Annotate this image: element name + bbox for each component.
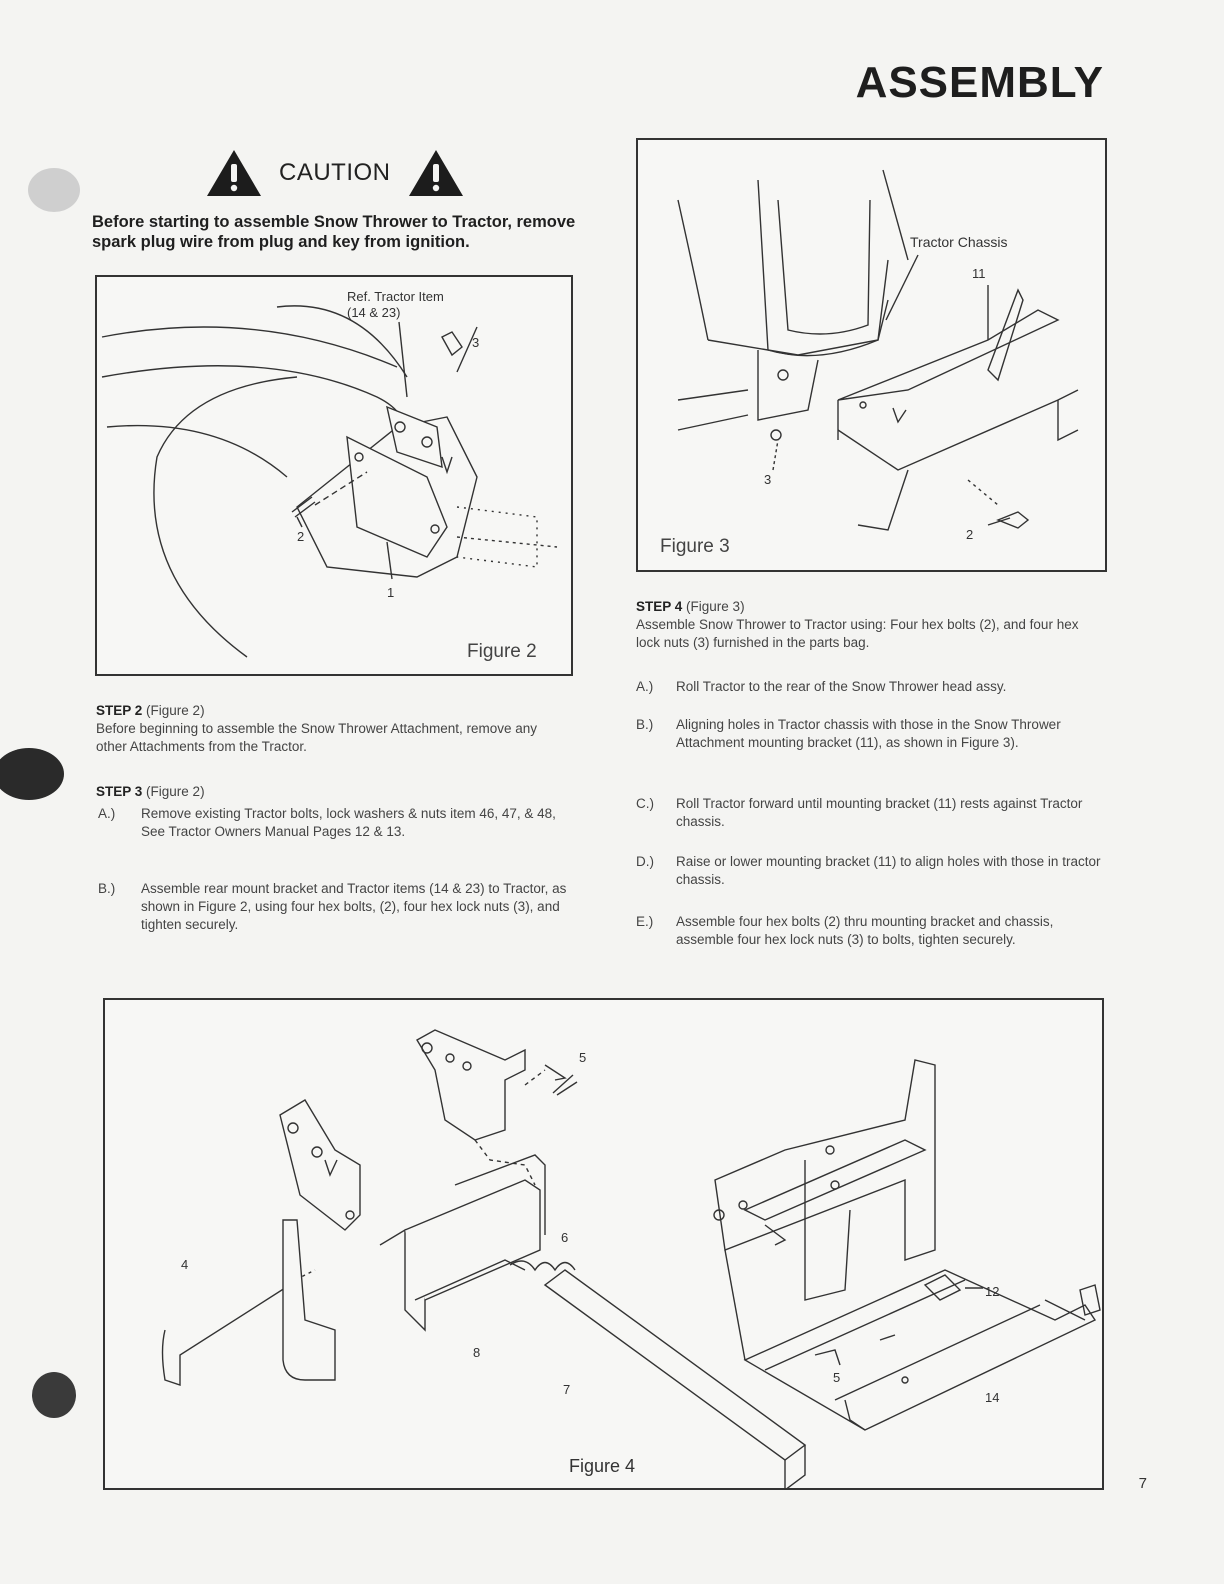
step-4-item-text: Aligning holes in Tractor chassis with those in the Snow Thrower Attachment mounting bracket (11), as shown in Figure 3). xyxy=(676,717,1061,750)
caution-header xyxy=(205,148,465,198)
figure-2-callout-ref: Ref. Tractor Item (14 & 23) xyxy=(347,289,444,320)
step-4-item-text: Roll Tractor to the rear of the Snow Thrower head assy. xyxy=(676,679,1007,694)
step-2-title: STEP 2 xyxy=(96,703,143,718)
figure-2 xyxy=(95,275,573,676)
step-3-item-text: Assemble rear mount bracket and Tractor items (14 & 23) to Tractor, as shown in Figure 2, using four hex bolts, (2), four hex lock nuts (3), and tighten securely. xyxy=(141,881,567,932)
step-4-item xyxy=(636,795,1104,835)
figure-4-label: Figure 4 xyxy=(569,1456,636,1476)
step-4-item xyxy=(636,678,1104,698)
step-4-ref: (Figure 3) xyxy=(686,599,745,614)
step-3-item xyxy=(98,880,570,940)
figure-4 xyxy=(103,998,1104,1490)
caution-text: Before starting to assemble Snow Thrower to Tractor, remove spark plug wire from plug and key from ignition. xyxy=(92,213,576,251)
step-4-item-letter: E.) xyxy=(636,914,654,929)
figure-4-callout-5: 5 xyxy=(833,1370,841,1385)
figure-4-callout-4: 4 xyxy=(181,1257,189,1272)
step-4-item-letter: D.) xyxy=(636,854,654,869)
step-2-text: Before beginning to assemble the Snow Thrower Attachment, remove any other Attachments from the Tractor. xyxy=(96,721,537,754)
figure-2-callout-3: 3 xyxy=(472,335,480,350)
page-number: 7 xyxy=(1138,1475,1147,1492)
binder-hole-middle xyxy=(0,748,64,800)
step-4 xyxy=(636,598,1104,652)
figure-2-callout-1: 1 xyxy=(387,585,395,600)
figure-4-callout-5: 5 xyxy=(579,1050,587,1065)
figure-4-callout-6: 6 xyxy=(561,1230,569,1245)
step-2-ref: (Figure 2) xyxy=(146,703,205,718)
figure-4-callout-8: 8 xyxy=(473,1345,481,1360)
page-title: ASSEMBLY xyxy=(855,58,1104,107)
step-4-item-text: Roll Tractor forward until mounting bracket (11) rests against Tractor chassis. xyxy=(676,796,1083,829)
step-3-item-letter: A.) xyxy=(98,806,116,821)
figure-3 xyxy=(636,138,1107,572)
step-4-item xyxy=(636,913,1104,973)
figure-3-drawing xyxy=(638,140,1105,570)
step-3 xyxy=(96,783,570,801)
binder-hole-bottom xyxy=(32,1372,76,1418)
step-3-title: STEP 3 xyxy=(96,784,143,799)
figure-3-callout-2: 2 xyxy=(966,527,974,542)
step-3-item xyxy=(98,805,570,865)
step-2 xyxy=(96,702,570,756)
caution-heading: CAUTION xyxy=(279,159,391,186)
step-4-intro: Assemble Snow Thrower to Tractor using: Four hex bolts (2), and four hex lock nuts (3) furnished in the parts bag. xyxy=(636,617,1079,650)
figure-3-callout-chassis: Tractor Chassis xyxy=(910,234,1008,250)
step-4-item-text: Assemble four hex bolts (2) thru mounting bracket and chassis, assemble four hex lock nuts (3) to bolts, tighten securely. xyxy=(676,914,1054,947)
warning-triangle-icon xyxy=(205,148,263,198)
warning-triangle-icon xyxy=(407,148,465,198)
figure-4-callout-12: 12 xyxy=(985,1284,1000,1299)
step-4-title: STEP 4 xyxy=(636,599,683,614)
figure-2-label: Figure 2 xyxy=(467,641,537,662)
step-3-item-text: Remove existing Tractor bolts, lock washers & nuts item 46, 47, & 48, See Tractor Owners Manual Pages 12 & 13. xyxy=(141,806,556,839)
figure-4-callout-7: 7 xyxy=(563,1382,571,1397)
figure-2-drawing xyxy=(97,277,571,674)
step-4-item-letter: C.) xyxy=(636,796,654,811)
figure-4-drawing xyxy=(105,1000,1102,1488)
step-4-item xyxy=(636,853,1104,893)
figure-2-callout-2: 2 xyxy=(297,529,305,544)
binder-hole-top xyxy=(28,168,80,212)
step-4-item xyxy=(636,716,1104,776)
step-4-item-letter: B.) xyxy=(636,717,654,732)
step-3-item-letter: B.) xyxy=(98,881,116,896)
figure-3-label: Figure 3 xyxy=(660,536,730,557)
figure-3-callout-11: 11 xyxy=(972,266,986,281)
figure-4-callout-14: 14 xyxy=(985,1390,1000,1405)
step-4-item-letter: A.) xyxy=(636,679,654,694)
figure-3-callout-3: 3 xyxy=(764,472,772,487)
step-3-ref: (Figure 2) xyxy=(146,784,205,799)
step-4-item-text: Raise or lower mounting bracket (11) to align holes with those in tractor chassis. xyxy=(676,854,1101,887)
